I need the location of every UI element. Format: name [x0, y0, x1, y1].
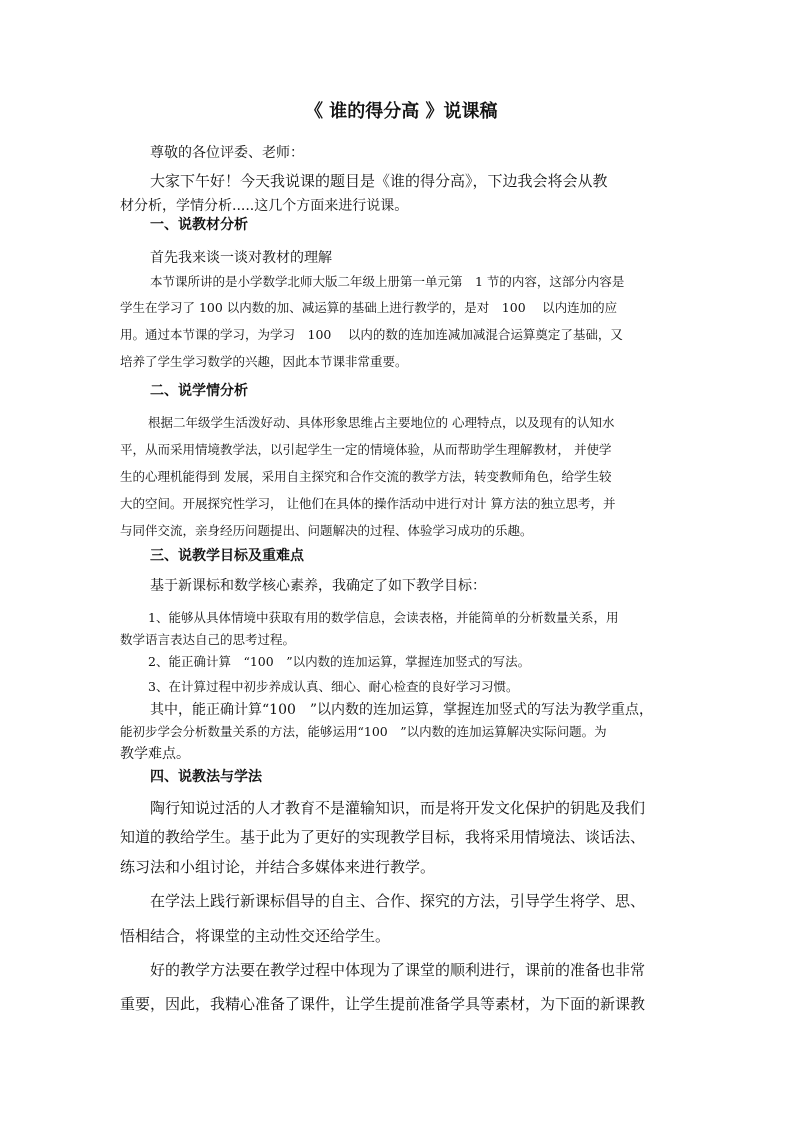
paragraph-line: 重要，因此，我精心准备了课件，让学生提前准备学具等素材，为下面的新课教 — [120, 995, 646, 1013]
paragraph-line: 根据二年级学生活泼好动、具体形象思维占主要地位的 心理特点，以及现有的认知水 — [148, 415, 615, 430]
paragraph-line: 平，从而采用情境教学法，以引起学生一定的情境体验，从而帮助学生理解教材， 并使学 — [120, 442, 612, 457]
paragraph-line: 大的空间。开展探究性学习， 让他们在具体的操作活动中进行对计 算方法的独立思考，并 — [120, 496, 616, 511]
paragraph-line: 生的心理机能得到 发展，采用自主探究和合作交流的教学方法，转变教师角色，给学生较 — [120, 469, 612, 484]
paragraph-line: 与同伴交流，亲身经历问题提出、问题解决的过程、体验学习成功的乐趣。 — [120, 523, 533, 538]
paragraph-line: 本节课所讲的是小学数学北师大版二年级上册第一单元第 1 节的内容，这部分内容是 — [150, 274, 625, 289]
intro-line: 大家下午好！今天我说课的题目是《谁的得分高》，下边我会将会从教 — [150, 172, 608, 190]
section-heading: 一、说教材分析 — [150, 217, 248, 233]
paragraph-line: 悟相结合，将课堂的主动性交还给学生。 — [120, 927, 391, 945]
paragraph-line: 其中，能正确计算“100 ”以内数的连加运算，掌握连加竖式的写法为教学重点， — [150, 702, 654, 718]
paragraph-line: 练习法和小组讨论，并结合多媒体来进行教学。 — [120, 858, 436, 876]
paragraph-line: 能初步学会分析数量关系的方法，能够运用“100 ”以内数的连加运算解决实际问题。为 — [120, 724, 607, 739]
paragraph-line: 好的教学方法要在教学过程中体现为了课堂的顺利进行，课前的准备也非常 — [150, 961, 646, 979]
section-heading: 三、说教学目标及重难点 — [150, 548, 304, 564]
paragraph-line: 用。通过本节课的学习，为学习 100 以内的数的连加连减加减混合运算奠定了基础，又 — [120, 327, 623, 342]
paragraph-line: 在学法上践行新课标倡导的自主、合作、探究的方法，引导学生将学、思、 — [150, 892, 646, 910]
paragraph-line: 首先我来谈一谈对教材的理解 — [150, 250, 332, 266]
intro-line: 材分析，学情分析.....这几个方面来进行说课。 — [120, 198, 409, 214]
paragraph-line: 学生在学习了 100 以内数的加、减运算的基础上进行教学的，是对 100 以内连加的应 — [120, 300, 618, 315]
paragraph-line: 2、能正确计算 “100 ”以内数的连加运算，掌握连加竖式的写法。 — [148, 654, 531, 669]
paragraph-line: 培养了学生学习数学的兴趣，因此本节课非常重要。 — [120, 354, 408, 369]
salutation: 尊敬的各位评委、老师： — [150, 145, 304, 161]
section-heading: 四、说教法与学法 — [150, 769, 262, 785]
paragraph-line: 1、能够从具体情境中获取有用的数学信息，会读表格，并能简单的分析数量关系，用 — [148, 610, 619, 625]
paragraph-line: 3、在计算过程中初步养成认真、细心、耐心检查的良好学习习惯。 — [148, 679, 519, 694]
section-heading: 二、说学情分析 — [150, 383, 248, 399]
paragraph-line: 基于新课标和数学核心素养，我确定了如下教学目标： — [150, 578, 486, 594]
paragraph-line: 教学难点。 — [120, 746, 190, 762]
paragraph-line: 知道的教给学生。基于此为了更好的实现教学目标，我将采用情境法、谈话法、 — [120, 828, 646, 846]
paragraph-line: 数学语言表达自己的思考过程。 — [120, 632, 296, 647]
page-title: 《 谁的得分高 》说课稿 — [305, 101, 498, 122]
paragraph-line: 陶行知说过活的人才教育不是灌输知识，而是将开发文化保护的钥匙及我们 — [150, 799, 646, 817]
